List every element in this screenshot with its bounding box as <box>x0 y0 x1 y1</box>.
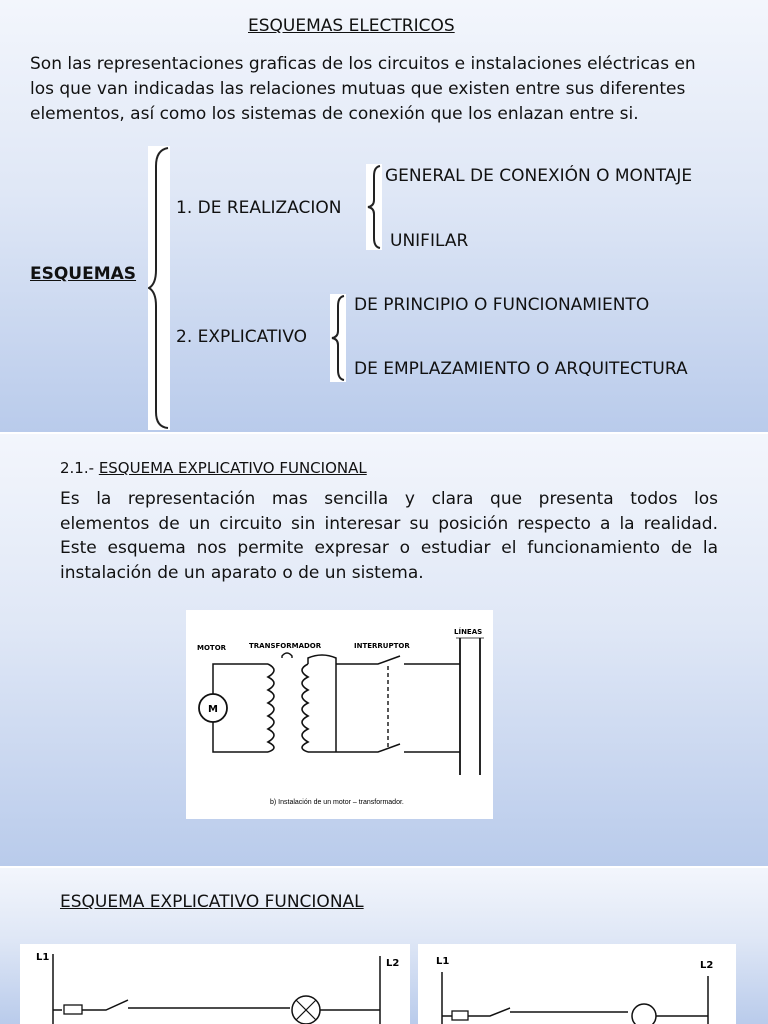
paragraph-line: Son las representaciones graficas de los circuitos e instalaciones eléctricas en <box>30 54 696 74</box>
circuit-diagram-left <box>20 944 410 1024</box>
section-number: 2.1.- <box>60 459 99 477</box>
motor-transformer-figure <box>186 610 493 819</box>
paragraph-line: Es la representación mas sencilla y clara que presenta todos los <box>60 489 718 509</box>
label-transformer: TRANSFORMADOR <box>249 642 322 650</box>
motor-letter: M <box>208 704 218 715</box>
paragraph-line: los que van indicadas las relaciones mutuas que existen entre sus diferentes <box>30 79 686 99</box>
wire <box>336 656 400 664</box>
branch-2-item-1: DE PRINCIPIO O FUNCIONAMIENTO <box>354 295 650 315</box>
transformer-primary-coil <box>268 664 274 752</box>
fuse <box>64 1005 82 1014</box>
brace-branch-1 <box>366 164 382 250</box>
branch-1-item-2: UNIFILAR <box>390 231 469 251</box>
paragraph-line: instalación de un aparato o de un sistema. <box>60 562 424 583</box>
branch-1-item-1: GENERAL DE CONEXIÓN O MONTAJE <box>385 166 693 186</box>
root-label-esquemas: ESQUEMAS <box>30 264 137 284</box>
branch-2-item-2: DE EMPLAZAMIENTO O ARQUITECTURA <box>354 359 688 379</box>
wire <box>468 1008 510 1016</box>
section-title: ESQUEMA EXPLICATIVO FUNCIONAL <box>98 459 367 477</box>
label-l2: L2 <box>700 960 714 971</box>
label-l1: L1 <box>436 956 450 967</box>
transformer-secondary-coil <box>302 664 308 752</box>
lamp-cross <box>296 1000 316 1020</box>
wire <box>336 744 400 752</box>
slide-esquema-explicativo <box>0 434 768 866</box>
description-paragraph <box>60 487 718 585</box>
branch-1-label: 1. DE REALIZACION <box>176 198 342 218</box>
wire <box>308 655 336 664</box>
paragraph-line: elementos, así como los sistemas de conexión que los enlazan entre si. <box>30 104 639 124</box>
paragraph-line: elementos de un circuito sin interesar su posición respecto a la realidad. <box>60 513 718 534</box>
slide-esquemas-electricos <box>0 0 768 432</box>
figure-caption: b) Instalación de un motor – transformador. <box>270 799 404 806</box>
fuse <box>452 1011 468 1020</box>
intro-paragraph <box>30 52 696 127</box>
label-lines: LÍNEAS <box>454 628 483 636</box>
label-l2: L2 <box>386 958 400 969</box>
slide-esquema-funcional <box>0 868 768 1024</box>
label-motor: MOTOR <box>197 644 227 652</box>
big-brace <box>148 146 170 430</box>
slide3-heading: ESQUEMA EXPLICATIVO FUNCIONAL <box>60 892 364 912</box>
wire <box>82 1000 128 1010</box>
branch-2-label: 2. EXPLICATIVO <box>176 327 308 347</box>
brace-branch-2 <box>330 294 346 382</box>
circuit-diagram-right <box>418 944 736 1024</box>
paragraph-line: Este esquema nos permite expresar o estudiar el funcionamiento de la <box>60 538 718 558</box>
label-l1: L1 <box>36 952 50 963</box>
section-heading <box>60 459 367 477</box>
wire <box>213 722 268 752</box>
label-switch: INTERRUPTOR <box>354 642 410 650</box>
transformer-core-top <box>282 653 292 658</box>
slide-title: ESQUEMAS ELECTRICOS <box>248 16 455 36</box>
wire <box>213 664 268 694</box>
lamp-symbol <box>632 1004 656 1024</box>
